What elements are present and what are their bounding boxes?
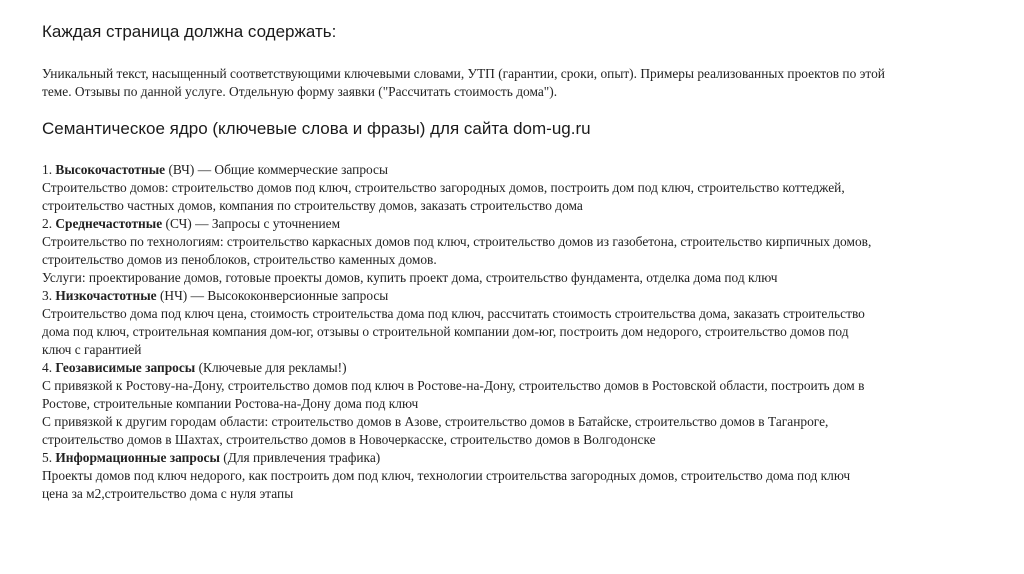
section-number: 1. bbox=[42, 162, 56, 177]
section-title: Геозависимые запросы bbox=[55, 360, 196, 375]
page-title: Каждая страница должна содержать: bbox=[42, 22, 337, 41]
section-line: Проекты домов под ключ недорого, как построить дом под ключ, технологии строительства загородных домов, строительство дома под ключ bbox=[42, 468, 851, 483]
section-line: Строительство дома под ключ цена, стоимость строительства дома под ключ, рассчитать стоимость строительства дома, заказать строительство bbox=[42, 306, 865, 321]
section-line: ключ с гарантией bbox=[42, 342, 142, 357]
section-line: Услуги: проектирование домов, готовые проекты домов, купить проект дома, строительство фундамента, отделка дома под ключ bbox=[42, 270, 778, 285]
section-title: Среднечастотные bbox=[55, 216, 163, 231]
section-desc: (ВЧ) — Общие коммерческие запросы bbox=[165, 162, 389, 177]
section-number: 4. bbox=[42, 360, 56, 375]
section-line: Ростове, строительные компании Ростова-на-Дону дома под ключ bbox=[42, 396, 419, 411]
section-header-5 bbox=[42, 449, 992, 467]
section-number: 5. bbox=[42, 450, 56, 465]
section-header-2 bbox=[42, 215, 992, 233]
section-line: дома под ключ, строительная компания дом-юг, отзывы о строительной компании дом-юг, построить дом недорого, строительство домов под bbox=[42, 324, 849, 339]
section-title: Высокочастотные bbox=[55, 162, 166, 177]
section-line: С привязкой к Ростову-на-Дону, строительство домов под ключ в Ростове-на-Дону, строительство домов в Ростовской области, построить дом в bbox=[42, 378, 865, 393]
section-line: Строительство по технологиям: строительство каркасных домов под ключ, строительство домов из газобетона, строительство кирпичных домов, bbox=[42, 234, 872, 249]
intro-paragraph bbox=[42, 65, 992, 101]
section-line: строительство домов из пеноблоков, строительство каменных домов. bbox=[42, 252, 437, 267]
intro-line: Уникальный текст, насыщенный соответствующими ключевыми словами, УТП (гарантии, сроки, опыт). Примеры реализованных проектов по этой bbox=[42, 66, 885, 81]
section-number: 3. bbox=[42, 288, 56, 303]
section-header-3 bbox=[42, 287, 992, 305]
section-title: Низкочастотные bbox=[55, 288, 157, 303]
section-line: строительство домов в Шахтах, строительство домов в Новочеркасске, строительство домов в Волгодонске bbox=[42, 432, 656, 447]
section-header-4 bbox=[42, 359, 992, 377]
section-line: цена за м2,строительство дома с нуля этапы bbox=[42, 486, 294, 501]
section-line: строительство частных домов, компания по строительству домов, заказать строительство дома bbox=[42, 198, 583, 213]
section-line: С привязкой к другим городам области: строительство домов в Азове, строительство домов в Батайске, строительство домов в Таганроге, bbox=[42, 414, 829, 429]
section-desc: (СЧ) — Запросы с уточнением bbox=[162, 216, 341, 231]
section-header-1 bbox=[42, 161, 992, 179]
section-desc: (НЧ) — Высококонверсионные запросы bbox=[156, 288, 389, 303]
section-desc: (Ключевые для рекламы!) bbox=[195, 360, 347, 375]
semantic-core-heading: Семантическое ядро (ключевые слова и фразы) для сайта dom-ug.ru bbox=[42, 119, 591, 138]
section-line: Строительство домов: строительство домов под ключ, строительство загородных домов, построить дом под ключ, строительство коттеджей, bbox=[42, 180, 845, 195]
section-title: Информационные запросы bbox=[55, 450, 220, 465]
section-number: 2. bbox=[42, 216, 56, 231]
intro-line: теме. Отзывы по данной услуге. Отдельную форму заявки ("Рассчитать стоимость дома"). bbox=[42, 84, 558, 99]
semantic-core-list bbox=[42, 161, 992, 503]
section-desc: (Для привлечения трафика) bbox=[219, 450, 381, 465]
